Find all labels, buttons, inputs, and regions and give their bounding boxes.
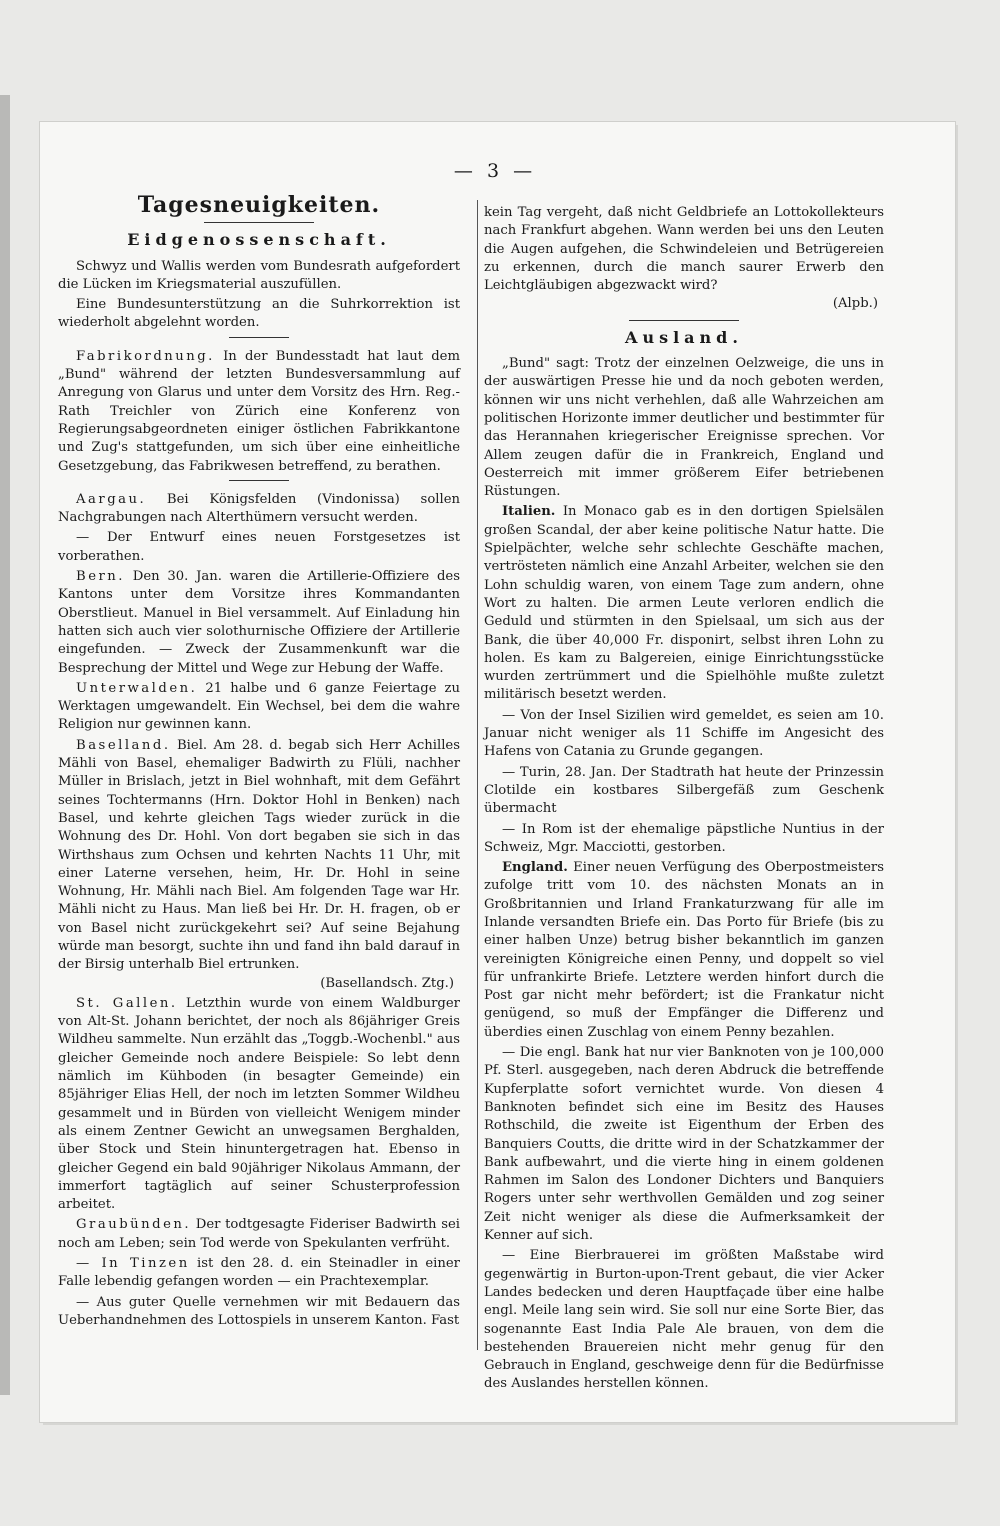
heading-rule <box>204 222 314 223</box>
article-text: Den 30. Jan. waren die Artillerie-Offiziere des Kantons unter dem Vorsitze ihres Kommandanten Oberstlieut. Manuel in Biel versammelt. Auf Einladung hin hatten sich auch vier solothurnische Offiziere der Artillerie eingefunden. — Zweck der Zusammenkunft war die Besprechung der Mittel und Wege zur Hebung der Waffe. <box>58 569 460 676</box>
article-paragraph: — Eine Bierbrauerei im größten Maßstabe wird gegenwärtig in Burton-upon-Trent gebaut, die vier Acker Landes bedecken und deren Hauptfaçade über eine halbe engl. Meile lang sein wird. Sie soll nur eine Sorte Bier, das sogenannte East India Pale Ale brauen, von dem die bestehenden Brauereien nicht mehr genug für den Gebrauch in England, geschweige denn für die Bedürfnisse des Auslandes herstellen können. <box>484 1248 884 1392</box>
article-paragraph: Eine Bundesunterstützung an die Suhrkorrektion ist wiederholt abgelehnt worden. <box>58 297 460 331</box>
section-heading: Ausland. <box>625 327 743 347</box>
article-lead: Fabrikordnung. <box>76 348 215 364</box>
article-rule <box>229 337 289 338</box>
article-source: (Basellandsch. Ztg.) <box>320 975 454 991</box>
right-column <box>484 204 884 1394</box>
article-text: Biel. Am 28. d. begab sich Herr Achilles Mähli von Basel, ehemaliger Badwirth zu Flüli, nachher Müller in Brislach, jetzt in Biel wohnhaft, mit dem Gefährt seines Tochtermanns (Hrn. Doktor Hohl in Benken) nach Basel, und kehrte gleichen Tags wieder zurück in die Wohnung des Dr. Hohl. Von dort begaben sie sich in das Wirthshaus zum Ochsen und kehrten Nachts 11 Uhr, mit einer Laterne versehen, heim, Hr. Dr. Hohl in seine Wohnung, Hr. Mähli nach Biel. Am folgenden Tage war Hr. Mähli nicht zu Haus. Man ließ bei Hr. Dr. H. fragen, ob er von Basel nicht zurückgekehrt sei? Auf seine Bejahung würde man besorgt, suchte ihn und fand ihn bald darauf in der Birsig unterhalb Biel ertrunken. <box>58 737 460 973</box>
article-paragraph: — Aus guter Quelle vernehmen wir mit Bedauern das Ueberhandnehmen des Lottospiels in unserem Kanton. Fast <box>58 1294 460 1328</box>
article-text: In der Bundesstadt hat laut dem „Bund" während der letzten Bundesversammlung auf Anregung von Glarus und unter dem Vorsitz des Hrn. Reg.-Rath Treichler von Zürich eine Konferenz von Regierungsabgeordneten einiger östlichen Fabrikkantone und Zug's stattgefunden, um sich über eine einheitliche Gesetzgebung, das Fabrikwesen betreffend, zu berathen. <box>58 348 460 474</box>
article-lead: Graubünden. <box>76 1217 192 1233</box>
scan-edge <box>0 95 10 1395</box>
section-heading: Tagesneuigkeiten. <box>137 192 381 218</box>
article-text: Letzthin wurde von einem Waldburger von Alt-St. Johann berichtet, der noch als 86jähriger Greis Wildheu sammelte. Nun erzählt das „Toggb.-Wochenbl." aus gleicher Gemeinde noch andere Beispiele: So lebt denn nämlich im Kühboden (in besagter Gemeinde) ein 85jähriger Elias Hell, der noch im letzten Sommer Wildheu gesammelt und in Bürden von vielleicht Wenigem minder als einem Zentner Gewicht an unwegsamen Berghalden, über Stock und Stein hinuntergetragen hat. Ebenso in gleicher Gegend ein bald 90jähriger Nikolaus Ammann, der immerfort tagtäglich auf seiner Schusterprofession arbeitet. <box>58 995 460 1213</box>
article-paragraph <box>58 1255 460 1292</box>
article-lead: Unterwalden. <box>76 680 198 696</box>
article-paragraph: „Bund" sagt: Trotz der einzelnen Oelzweige, die uns in der auswärtigen Presse hie und da noch geboten werden, können wir uns nicht verhehlen, daß alle Wahrzeichen am politischen Horizonte immer deutlicher und bestimmter für das Herannahen kriegerischer Ereignisse sprechen. Vor Allem zeugen dafür die in Frankreich, England und Oesterreich mit immer größerem Eifer betriebenen Rüstungen. <box>484 356 884 500</box>
article-rule <box>229 480 289 481</box>
article-text: kein Tag vergeht, daß nicht Geldbriefe an Lottokollekteurs nach Frankfurt abgehen. Wann werden bei uns den Leuten die Augen aufgehen, die Schwindeleien und Betrügereien zu erkennen, durch die manch saurer Erwerb den Leichtgläubigen abgezwackt wird? <box>484 205 884 294</box>
article-text: In Monaco gab es in den dortigen Spielsälen großen Scandal, der aber keine politische Natur hatte. Die Spielpächter, welche sehr schlechte Geschäfte machen, vertrösteten nämlich eine Anzahl Arbeiter, welchen sie den Lohn schuldig waren, von einem Tage zum andern, ohne Wort zu halten. Die armen Leute verloren endlich die Geduld und stürmten in den Spielsaal, um sich aus der Bank, die über 40,000 Fr. disponirt, selbst ihren Lohn zu holen. Es kam zu Balgereien, einige Einrichtungsstücke wurden zertrümmert und die Spielhöhle mußte zuletzt militärisch besetzt werden. <box>484 504 884 703</box>
article-paragraph <box>58 737 460 993</box>
article-text: Bei Königsfelden (Vindonissa) sollen Nachgrabungen nach Alterthümern versucht werden. <box>58 491 460 526</box>
article-paragraph <box>58 995 460 1215</box>
article-text: Einer neuen Verfügung des Oberpostmeisters zufolge tritt vom 10. des nächsten Monats an in Großbritannien und Irland Frankaturzwang für alle im Inlande versandten Briefe ein. Das Porto für Briefe (bis zu einer halben Unze) betrug bisher bekanntlich im ganzen vereinigten Königreiche einen Penny, und doppelt so viel für unfrankirte Briefe. Letztere werden hinfort durch die Post gar nicht mehr befördert; ist die Frankatur nicht genügend, so muß der Empfänger die Differenz und überdies einen Zuschlag von einem Penny bezahlen. <box>484 860 884 1040</box>
article-paragraph <box>484 859 884 1042</box>
article-paragraph <box>484 503 884 704</box>
subsection-heading: Eidgenossenschaft. <box>127 230 391 250</box>
article-paragraph: — Die engl. Bank hat nur vier Banknoten von je 100,000 Pf. Sterl. ausgegeben, nach deren Abdruck die betreffende Kupferplatte sofort vernichtet wurde. Von diesen 4 Banknoten befindet sich eine im Besitz des Hauses Rothschild, die zweite ist Eigenthum der Erben des Banquiers Coutts, die dritte wird in der Schatzkammer der Bank aufbewahrt, und die vierte hing in einem goldenen Rahmen im Salon des Londoner Dichters und Banquiers Rogers unter sehr werthvollen Gemälden und zog seiner Zeit nicht weniger als diese die Aufmerksamkeit der Kenner auf sich. <box>484 1045 884 1244</box>
article-lead: Baselland. <box>76 737 171 753</box>
article-paragraph <box>58 348 460 476</box>
article-paragraph: — In Rom ist der ehemalige päpstliche Nuntius in der Schweiz, Mgr. Macciotti, gestorben. <box>484 821 884 855</box>
article-lead: St. Gallen. <box>76 995 178 1011</box>
article-paragraph: — Von der Insel Sizilien wird gemeldet, es seien am 10. Januar nicht weniger als 11 Schiffe im Angesicht des Hafens von Catania zu Grunde gegangen. <box>484 707 884 760</box>
article-text: ist den 28. d. ein Steinadler in einer Falle lebendig gefangen worden — ein Prachtexemplar. <box>58 1256 460 1290</box>
article-lead: Italien. <box>502 504 556 520</box>
column-divider <box>477 200 478 1350</box>
article-lead: Bern. <box>76 569 125 585</box>
heading-rule <box>629 320 739 321</box>
article-paragraph <box>58 568 460 678</box>
article-paragraph: — Der Entwurf eines neuen Forstgesetzes ist vorberathen. <box>58 530 460 564</box>
article-paragraph <box>58 491 460 528</box>
article-paragraph <box>484 204 884 314</box>
left-column <box>58 192 461 1330</box>
article-paragraph <box>58 1216 460 1253</box>
article-paragraph: — Turin, 28. Jan. Der Stadtrath hat heute der Prinzessin Clotilde ein kostbares Silbergefäß zum Geschenk übermacht <box>484 764 884 817</box>
article-paragraph: Schwyz und Wallis werden vom Bundesrath aufgefordert die Lücken im Kriegsmaterial auszufüllen. <box>58 258 460 292</box>
article-lead: Aargau. <box>76 491 147 507</box>
continued-article <box>484 204 884 314</box>
article-text: 21 halbe und 6 ganze Feiertage zu Werktagen umgewandelt. Ein Wechsel, bei dem die wahre Religion nur gewinnen kann. <box>58 680 460 733</box>
page-number: — 3 — <box>453 160 537 182</box>
article-lead: England. <box>502 860 568 876</box>
article-lead: — In Tinzen <box>76 1256 190 1272</box>
article-paragraph <box>58 680 460 735</box>
article-source: (Alpb.) <box>832 296 878 312</box>
article-text: Der todtgesagte Fideriser Badwirth sei noch am Leben; sein Tod werde von Spekulanten verfrüht. <box>58 1217 461 1251</box>
